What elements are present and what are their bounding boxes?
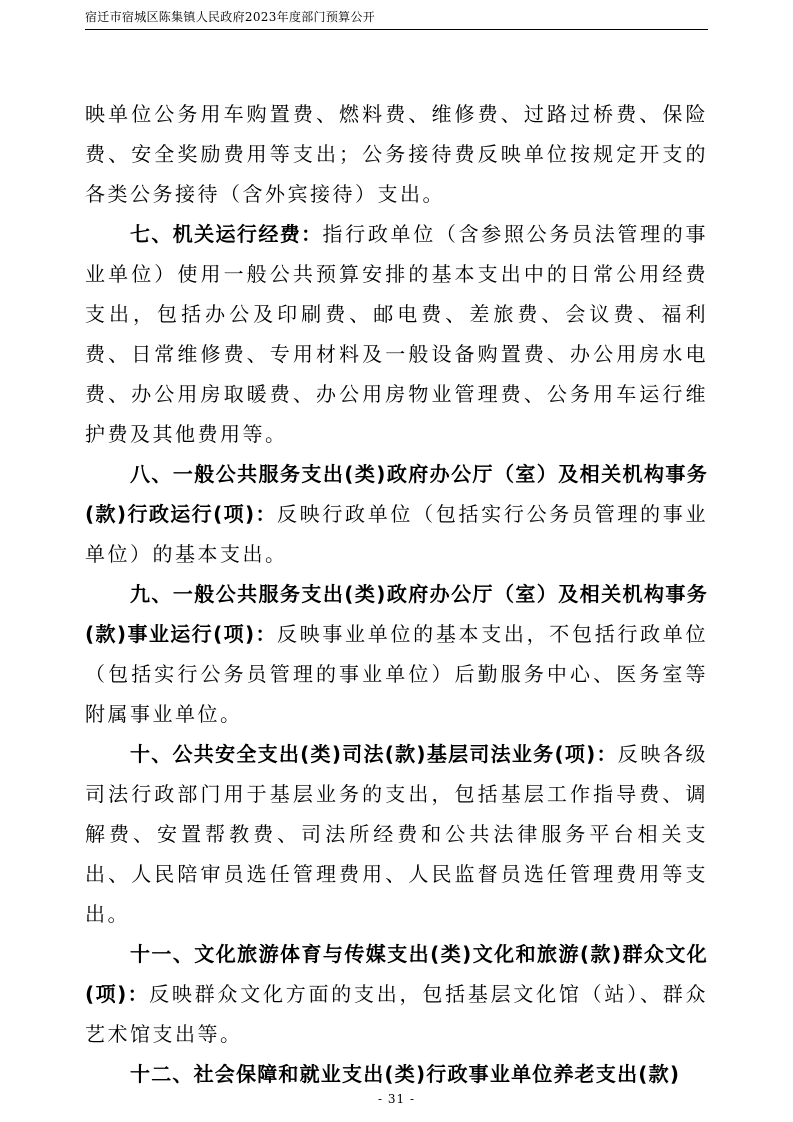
paragraph-item-10 (85, 734, 708, 934)
document-body (85, 94, 708, 1094)
section-heading: 十一、文化旅游体育与传媒支出(类)文化和旅游(款)群众文化(项)： (85, 942, 708, 1006)
section-heading: 十二、社会保障和就业支出(类)行政事业单位养老支出(款) (130, 1062, 681, 1086)
page-header: 宿迁市宿城区陈集镇人民政府2023年度部门预算公开 (85, 10, 376, 24)
paragraph-text: 反映各级司法行政部门用于基层业务的支出，包括基层工作指导费、调解费、安置帮教费、司法所经费和公共法律服务平台相关支出、人民陪审员选任管理费用、人民监督员选任管理费用等支出。 (85, 742, 708, 926)
section-heading: 七、机关运行经费： (130, 222, 323, 246)
section-heading: 十、公共安全支出(类)司法(款)基层司法业务(项)： (130, 742, 618, 766)
paragraph-text: 指行政单位（含参照公务员法管理的事业单位）使用一般公共预算安排的基本支出中的日常公用经费支出，包括办公及印刷费、邮电费、差旅费、会议费、福利费、日常维修费、专用材料及一般设备购置费、办公用房水电费、办公用房取暖费、办公用房物业管理费、公务用车运行维护费及其他费用等。 (85, 222, 708, 446)
section-heading: 八、一般公共服务支出(类)政府办公厅（室）及相关机构事务(款)行政运行(项)： (85, 462, 708, 526)
section-heading: 九、一般公共服务支出(类)政府办公厅（室）及相关机构事务(款)事业运行(项)： (85, 582, 708, 646)
paragraph-continued (85, 94, 708, 214)
paragraph-item-7 (85, 214, 708, 454)
page-number: - 31 - (377, 1092, 415, 1106)
paragraph-item-8 (85, 454, 708, 574)
paragraph-item-11 (85, 934, 708, 1054)
paragraph-item-12 (85, 1054, 708, 1094)
header-divider (85, 29, 708, 30)
paragraph-text: 反映行政单位（包括实行公务员管理的事业单位）的基本支出。 (85, 502, 708, 566)
paragraph-text: 反映群众文化方面的支出，包括基层文化馆（站）、群众艺术馆支出等。 (85, 982, 708, 1046)
paragraph-text: 反映事业单位的基本支出，不包括行政单位（包括实行公务员管理的事业单位）后勤服务中心、医务室等附属事业单位。 (85, 622, 708, 726)
paragraph-text: 映单位公务用车购置费、燃料费、维修费、过路过桥费、保险费、安全奖励费用等支出；公务接待费反映单位按规定开支的各类公务接待（含外宾接待）支出。 (85, 102, 708, 206)
paragraph-item-9 (85, 574, 708, 734)
